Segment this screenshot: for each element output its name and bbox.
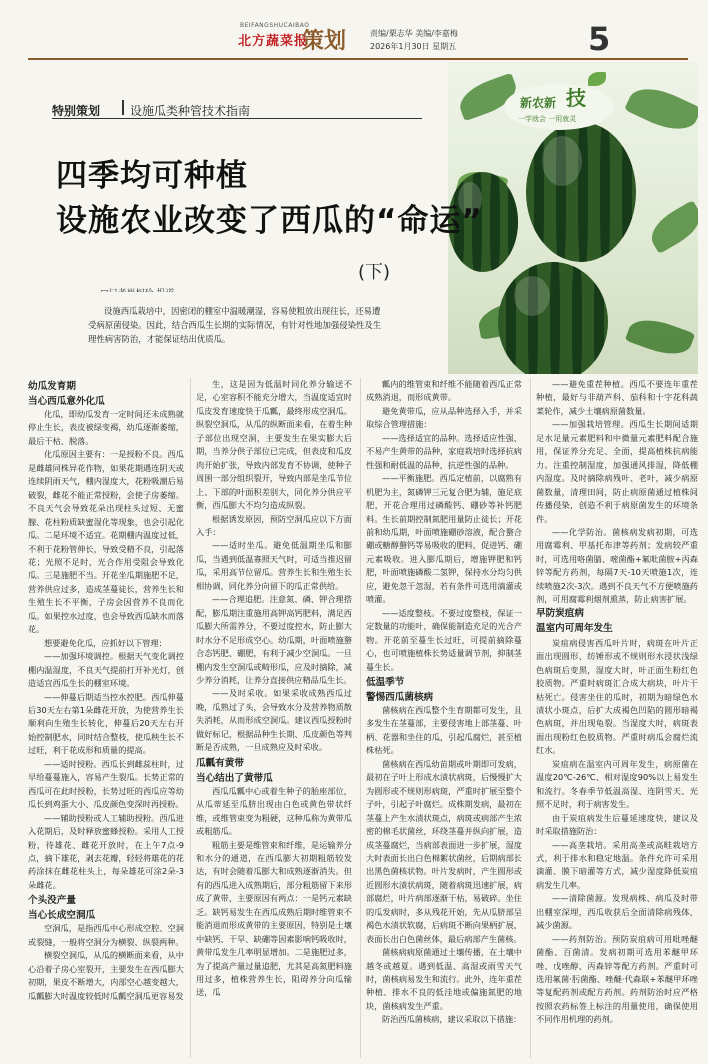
subheading: 低温季节 bbox=[366, 676, 405, 688]
subheading: 警惕西瓜菌核病 bbox=[366, 691, 434, 703]
subheading: 瓜瓤有黄带 bbox=[196, 757, 244, 769]
leaf-decoration bbox=[644, 200, 698, 254]
column-divider bbox=[360, 378, 361, 1058]
leaf-decoration bbox=[625, 312, 695, 362]
paragraph: 化瓜原因主要有：一是授粉不良。西瓜是雌雄同株异花作物，如果花期遇连阴天或连续阴雨天气，棚内湿度大，花粉吸潮后易破裂，雌花不能正常授粉，会使子房萎缩。不良天气会导致花朵出现柱头过短、无蜜腺、花柱粉质缺蜜湿化等现象，也会引起化瓜。二是环境不适宜。花期棚内温度过低，不利于花粉管伸长，导致受精不良，引起落花；光照不足时，光合作用受阻会导致化瓜。三是施肥不当。开花坐瓜期施肥不足，营养供应过多，造成茎蔓徒长，营养生长和生殖生长不平衡，子房会因营养不良而化瓜。如果控水过度，也会导致西瓜缺水而落花。 bbox=[28, 449, 184, 635]
badge-slogan: 一学就会 一用就灵 bbox=[518, 115, 577, 123]
paragraph: 瓤内的维管束和纤维不能随着西瓜正常成熟消退，而形成黄带。 bbox=[366, 379, 522, 403]
lead-summary bbox=[28, 292, 408, 374]
paper-name: 北方蔬菜报 bbox=[238, 34, 309, 49]
part-indicator: (下) bbox=[358, 262, 391, 283]
paragraph: ——合理追肥。注意氮、磷、钾合理搭配，膨瓜期注重施用高钾高钙肥料，满足西瓜膨大所需养分，不要过度控水，防止膨大时水分不足形成空心。幼瓜期，叶面喷施螯合态钙肥、硼肥，有利于减少空洞瓜。一旦棚内发生空洞瓜或畸形瓜，应及时摘除，减少养分消耗，让养分直接供应精品瓜生长。 bbox=[196, 594, 352, 685]
leaf-decoration bbox=[624, 79, 698, 139]
subheading: 幼瓜发育期 bbox=[28, 381, 76, 392]
paragraph: ——适时授粉。西瓜长到雌蕊柱时，过早给蔓蔓施入，容易产生裂瓜。长势正常的西瓜可在此时授粉，长势过旺的西瓜应等幼瓜长到鸡蛋大小、瓜皮颜色变深时再授粉。 bbox=[28, 758, 184, 810]
column-4 bbox=[536, 378, 698, 1058]
paragraph: 粗筋主要是维管束和纤维，是运输养分和水分的通道，在西瓜膨大初期粗筋较发达，有时会随着瓜膨大和成熟逐渐消失。但有的西瓜进入成熟期后，部分粗筋留下来形成了黄带，主要原因有两点：一是钙元素缺乏。缺钙易发生在西瓜成熟后期时维管束不能消退而形成黄带的主要原因，特别是土壤中缺钙、干旱、缺硼等因素影响钙吸收时，黄带瓜发生几率明显增加。二是施肥过多，为了提高产量过量追肥，尤其是高氮肥料施用过多，植株营养生长，阻碍养分向瓜输送，瓜 bbox=[196, 839, 352, 998]
paragraph: 避免黄带瓜，应从品种选择入手，并采取综合管理措施： bbox=[366, 405, 522, 430]
paragraph: ——加强栽培管理。西瓜生长期间适期足水足量元素肥料和中微量元素肥料配合施用，保证养分充足、全面，提高植株抗病能力。注重控制湿度，加强通风排湿，降低棚内湿度。及时摘除病残叶、老叶，减少病原菌数量，清理田间，防止病原菌通过植株间传播侵染，创造不利于病原菌发生的环境条件。 bbox=[536, 419, 698, 524]
badge-title: 新农新 bbox=[520, 96, 557, 110]
column-3 bbox=[366, 378, 522, 1058]
section-name: 策划 bbox=[302, 28, 347, 54]
masthead-rule bbox=[28, 58, 688, 60]
sprout-icon bbox=[588, 72, 606, 86]
paragraph: ——辅助授粉或人工辅助授粉。西瓜进入花期后，及时释放蜜蜂授粉。采用人工授粉，待雄花、雌花开放时，在上午7点-9点，摘下雄花，剥去花瓣，轻轻将雄花的花药涂抹在雌花柱头上，每朵雄花可涂2朵-3朵雌花。 bbox=[28, 812, 184, 890]
paragraph: ——高垄栽培。采用高垄或高畦栽培方式，利于排水和稳定地温。条件允许可采用滴灌、膜下暗灌等方式，减少湿度降低炭疽病发生几率。 bbox=[536, 839, 698, 890]
subheading: 当心结出了黄带瓜 bbox=[196, 772, 273, 784]
paragraph: 炭疽病在温室内可周年发生，病原菌在温度20℃-26℃、相对湿度90%以上易发生和流行。冬春季节低温高湿、连阴雪天、光照不足时，利于病害发生。 bbox=[536, 758, 698, 810]
page-number: 5 bbox=[588, 20, 611, 58]
column-2 bbox=[196, 378, 352, 1058]
paragraph: 防治西瓜菌核病，建议采取以下措施： bbox=[382, 1014, 522, 1025]
paragraph: ——及时采收。如果采收成熟西瓜过晚，瓜熟过了头，会导致水分及营养物质散失消耗，从而形成空洞瓜。建议西瓜授粉时做好标记，根据品种生长期、瓜皮颜色等判断是否成熟，一旦成熟应及时采收。 bbox=[196, 688, 352, 753]
feature-tag: 特别策划 bbox=[52, 104, 101, 118]
paragraph: ——清除菌源。发现病株、病瓜及时带出棚室深埋，西瓜收获后全面清除病残体，减少菌源。 bbox=[536, 893, 698, 931]
headline-line-2: 设施农业改变了西瓜的“命运” bbox=[56, 203, 483, 239]
paragraph: 想要避免化瓜，应抓好以下管理： bbox=[44, 637, 167, 648]
paragraph: ——化学防治。菌核病发病初期，可选用腐霉利、甲基托布津等药剂；发病较严重时，可选用咯菌腈、嘧菌酯+氟吡菌胺+丙森锌等配方药剂，每隔7天-10天喷施1次，连续喷施2次-3次。遇到不良天气不方便喷施药剂，可用腐霉利烟剂熏蒸，防止病害扩展。 bbox=[536, 526, 698, 605]
paragraph: 生，这是因为低温时同化养分输送不足，心室容积不能充分增大，当温度适宜时瓜皮发育速度快于瓜瓤，最终形成空洞瓜。纵裂空洞瓜，从瓜的纵断面来看，在着生种子部位出现空洞，主要发生在果实膨大后期，当养分供子部位已完成，但表皮和瓜皮肉开始扩张，导致内部发育不协调，使种子周围一部分组织裂开，导致内部是坐瓜节位上、下部的叶面积差别大，同化养分供应平衡，西瓜膨大不均匀造成纵裂。 bbox=[196, 379, 352, 511]
tag-underline bbox=[52, 118, 422, 119]
article-body bbox=[28, 378, 698, 1058]
paragraph: ——适度整枝。不要过度整枝，保证一定数量的功能叶，确保能制造充足的光合产物。开花前至蔓生长过旺，可提前摘除蔓心，也可喷施植株长势适量调节剂，抑制茎蔓生长。 bbox=[366, 607, 522, 672]
headline-line-1: 四季均可种植 bbox=[56, 158, 248, 194]
lead-paragraph: 设施西瓜栽培中，因密闭的棚室中温暖潮湿，容易使粗放出现往长，还易遭受病原菌侵染。因此，结合西瓜生长期的实际情况，有针对性地加强侵染性及生理性病害防治，才能保证结出优质瓜。 bbox=[88, 306, 382, 344]
paragraph: 菌核病在西瓜整个生育期都可发生，且多发生在茎蔓部，主要侵害地上部茎蔓、叶柄、花器和坐住的瓜，引起瓜腐烂，甚至植株枯死。 bbox=[366, 704, 522, 756]
subheading: 温室内可周年发生 bbox=[536, 622, 613, 634]
paragraph: ——药剂防治。预防炭疽病可用吡唑醚菌酯、百菌清。发病初期可选用苯醚甲环唑、戊唑醇、丙森锌等配方药剂。严重时可选用氟菌·肟菌酯、唑醚·代森联+苯醚甲环唑等复配药剂或配方药剂。药剂防治时应严格按照农药标签上标注的用量使用，确保使用不同作用机理的药剂。 bbox=[536, 933, 698, 1025]
paragraph: 菌核病病原菌通过土壤传播，在土壤中越冬或越夏。遇到低温、高湿或雨雪天气时，菌核病易发生和流行。此外，连年重茬种植、排水不良的低洼地或偏施氮肥的地块，菌核病发生严重。 bbox=[366, 947, 522, 1011]
paragraph: 炭疽病侵害西瓜叶片时，病斑在叶片正面出现圆形、纺锤形或不规则形水浸状浅绿色病斑后变黑，湿度大时，叶正面生粉红色胶质物。严重时病斑汇合成大病块，叶片干枯死亡。侵害坐住的瓜时，初期为暗绿色水渍状小斑点，后扩大成褐色凹陷的圆形暗褐色病斑，并出现龟裂。当湿度大时，病斑表面出现粉红色胶质物。严重时病瓜会腐烂流红水。 bbox=[536, 637, 698, 756]
headline bbox=[56, 154, 483, 244]
paragraph: 由于炭疽病发生后蔓延速度快，建议及时采取措施防治： bbox=[536, 812, 698, 837]
paragraph: ——平衡施肥。西瓜定植前，以腐熟有机肥为主，氮磷钾三元复合肥为辅，施足底肥，开花合理用过磷酸钙、硼砂等补钙肥料。生长前期控制氮肥用量防止徒长；开花前和幼瓜期，叶面喷施硼砂溶液，配合螯合硼或糖醇螯钙等易吸收的肥料，促进钙、硼元素吸收。进入膨瓜期后，增施钾肥和钙肥，叶面喷施磷酸二氢钾，保持水分均匀供应，避免忽干忽湿，若有条件可选用滴灌或喷灌。 bbox=[366, 473, 522, 605]
column-divider bbox=[530, 378, 531, 1058]
paragraph: ——适时坐瓜。避免低温期坐瓜和膨瓜，当遇到低温寡照天气时，可适当推迟留瓜，采用高节位留瓜。营养生长和生殖生长相协调，同化养分向留下的瓜正常供给。 bbox=[196, 540, 352, 591]
paragraph: ——避免重茬种植。西瓜不要连年重茬种植，最好与非葫芦科、茄科和十字花科蔬菜轮作，减少土壤病原菌数量。 bbox=[536, 379, 698, 416]
paragraph: 根据诱发原因，预防空洞瓜应以下方面入手： bbox=[196, 513, 352, 537]
paragraph: 西瓜瓜瓤中心或着生种子的胎座部位，从瓜蒂延至瓜脐出现由白色或黄色带状纤维，或维管束变为粗硬，这种瓜称为黄带瓜或粗筋瓜。 bbox=[196, 785, 352, 837]
watermelon-image bbox=[526, 122, 636, 262]
subheading: 当心西瓜意外化瓜 bbox=[28, 396, 105, 407]
paragraph: 化瓜，即幼瓜发育一定时间还未成熟就停止生长，表皮被绿变褐，幼瓜逐渐萎缩，最后干枯、脱落。 bbox=[28, 409, 184, 446]
paragraph: ——伸蔓后期适当控水控肥。西瓜伸蔓后30天左右第1朵雌花开放，为使营养生长顺利向生殖生长转化，伸蔓后20天左右开始控制肥水，同时结合整枝，使瓜秧生长不过旺，利于花成形和质量的提高。 bbox=[28, 691, 184, 756]
paragraph: 横裂空洞瓜，从瓜的横断面来看，从中心沿着子房心室裂开，主要发生在西瓜膨大初期，果皮不断增大，内部空心越变越大，瓜瓤膨大时温度较低时瓜瓤空洞瓜更容易发 bbox=[28, 950, 184, 1001]
masthead bbox=[0, 0, 708, 62]
paragraph: ——选择适宜的品种。选择适应性强、不易产生黄带的品种，家庭栽培时选择抗病性强和耐低温的品种，抗逆性强的品种。 bbox=[366, 432, 522, 470]
feature-topic: 设施瓜类种管技术指南 bbox=[130, 104, 251, 118]
watermelon-image bbox=[498, 262, 608, 374]
badge-highlight: 技 bbox=[566, 86, 586, 110]
editors-credit: 责编/栗志华 美编/李嘉梅 bbox=[370, 29, 458, 38]
column-divider bbox=[190, 378, 191, 1058]
subheading: 当心长成空洞瓜 bbox=[28, 910, 96, 922]
paragraph: 菌核病在西瓜幼苗期或叶期即可发病，最初在子叶上形成水渍状病斑，后慢慢扩大为圆形或不规则形病斑，严重时扩展至整个子叶，引起子叶腐烂。成株期发病，最初在茎蔓上产生水渍状斑点，病斑或病部产生浓密的棉毛状菌丝，环绕茎蔓并纵向扩展，造成茎蔓腐烂，当病部表面进一步扩展，湿度大时表面长出白色棉絮状菌丝，后期病部长出黑色菌核状物。叶片发病时，产生圆形或近圆形水渍状病斑，随着病斑迅速扩展，病部腐烂，叶片病部逐渐干枯，易破碎。坐住的瓜发病时，多从残花开始，先从瓜脐部呈褐色水渍状软腐，后病斑不断向果柄扩展，表面长出白色菌丝体，最后病部产生菌核。 bbox=[366, 758, 522, 944]
column-1 bbox=[28, 378, 184, 1058]
issue-date: 2026年1月30日 星期五 bbox=[370, 42, 457, 51]
subheading: 早防炭疽病 bbox=[536, 607, 584, 619]
tag-divider bbox=[122, 100, 124, 115]
new-tech-badge bbox=[504, 72, 614, 134]
subheading: 个头没产量 bbox=[28, 895, 76, 907]
paragraph: 空洞瓜，是指西瓜中心形成空腔、空洞或裂缝，一般将空洞分为横裂、纵裂两种。 bbox=[28, 923, 184, 947]
paper-pinyin: BEIFANGSHUCAIBAO bbox=[240, 22, 310, 29]
paragraph: ——加强环境调控。根据天气变化调控棚内温湿度，不良天气提前打开补光灯，创造适宜西瓜生长的棚室环境。 bbox=[28, 651, 184, 689]
